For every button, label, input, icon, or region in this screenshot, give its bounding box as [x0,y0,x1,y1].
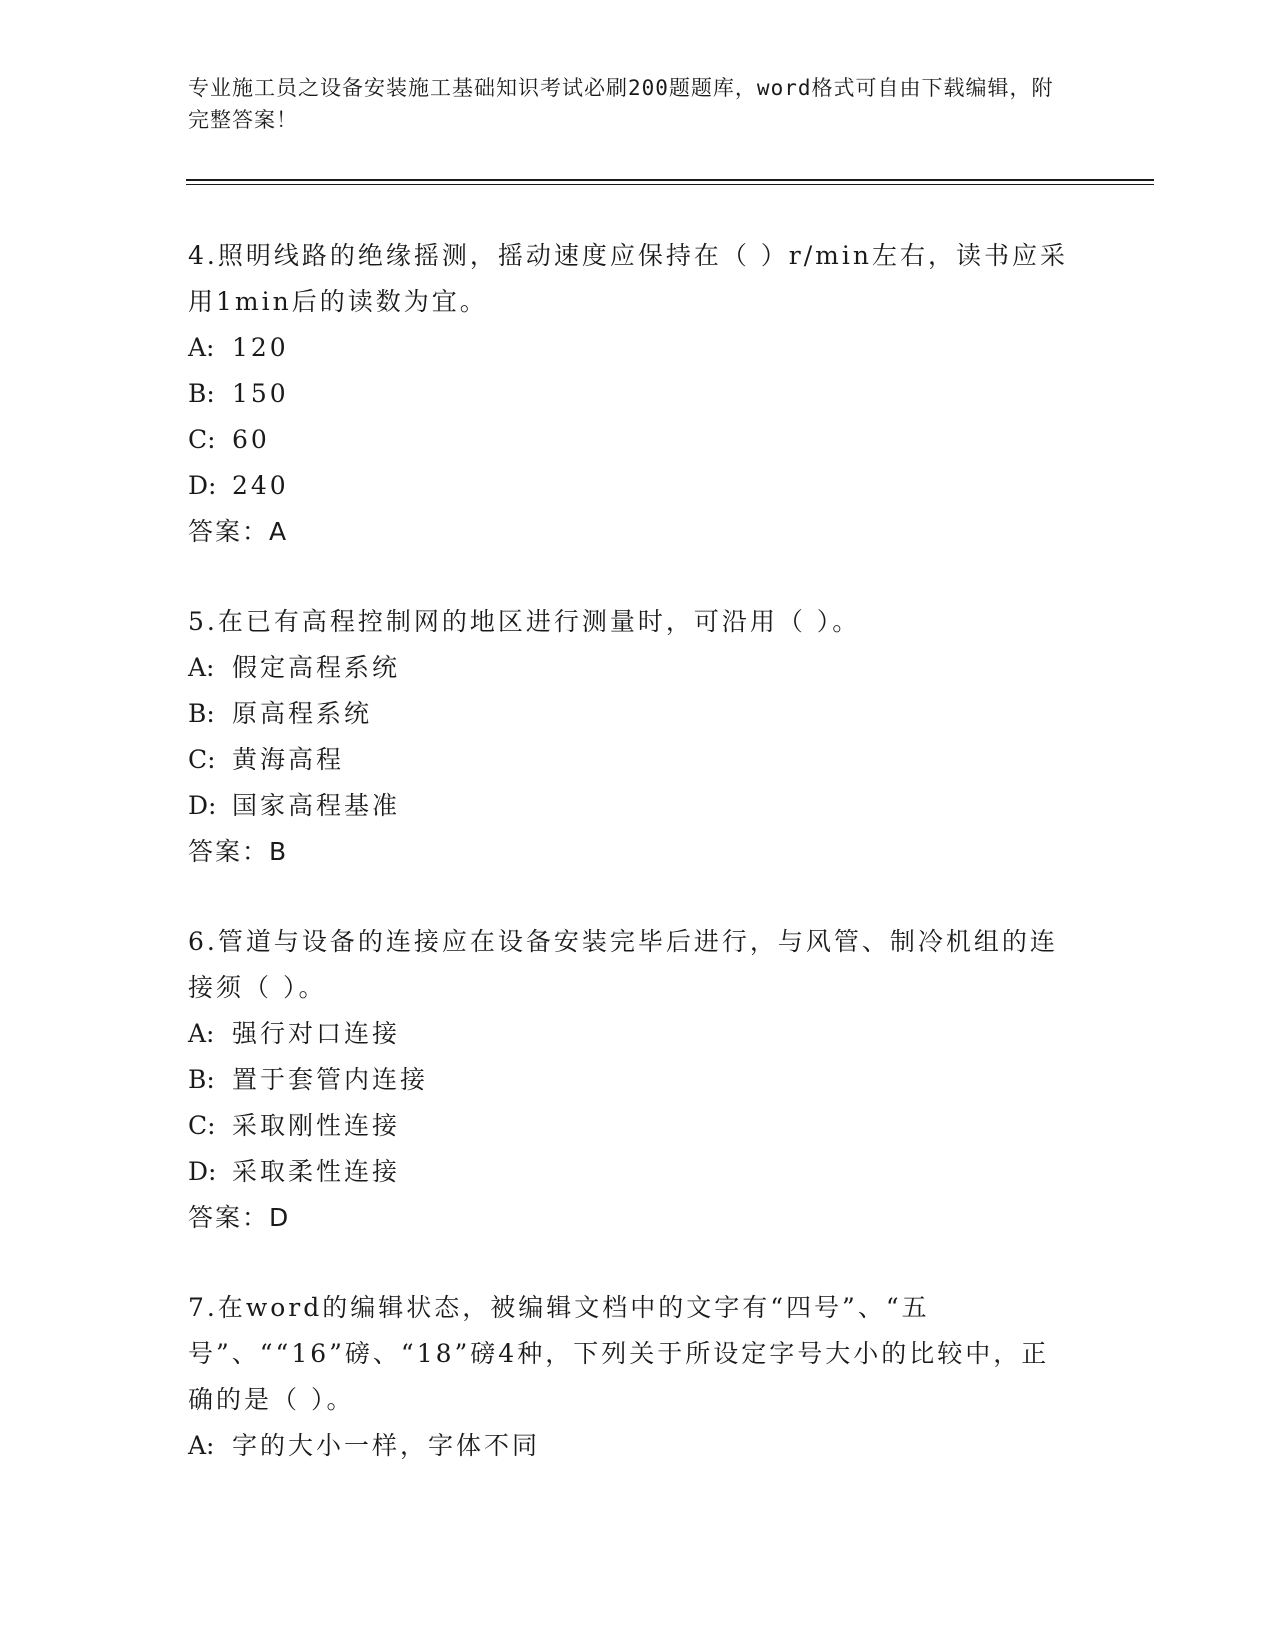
option-b [188,371,1068,417]
header-divider-thin [186,184,1154,185]
question-list [188,233,1068,1513]
option-text: 采取柔性连接 [232,1157,401,1186]
option-label: D: [188,471,217,500]
option-c [188,1103,1068,1149]
option-b [188,1057,1068,1103]
option-d [188,463,1068,509]
option-text: 60 [232,425,270,454]
option-label: D: [188,1157,217,1186]
option-text: 150 [232,379,289,408]
option-label: B: [188,699,215,728]
option-label: C: [188,1111,216,1140]
option-text: 240 [232,471,289,500]
option-a [188,325,1068,371]
question-text: 7.在word的编辑状态，被编辑文档中的文字有“四号”、“五号”、““16”磅、“18”磅4种，下列关于所设定字号大小的比较中，正确的是（ ）。 [188,1293,1050,1414]
option-label: B: [188,379,215,408]
question-text: 5.在已有高程控制网的地区进行测量时，可沿用（ ）。 [188,607,861,636]
question-item [188,599,1068,875]
option-text: 国家高程基准 [232,791,401,820]
option-c [188,737,1068,783]
option-text: 强行对口连接 [232,1019,401,1048]
answer-text: 答案：B [188,837,289,866]
option-text: 字的大小一样，字体不同 [232,1431,541,1460]
document-header: 专业施工员之设备安装施工基础知识考试必刷200题题库，word格式可自由下载编辑，附完整答案！ [188,76,1054,132]
option-label: C: [188,745,216,774]
option-label: D: [188,791,217,820]
option-label: C: [188,425,216,454]
option-a [188,1011,1068,1057]
option-b [188,691,1068,737]
question-item [188,919,1068,1241]
option-d [188,1149,1068,1195]
option-c [188,417,1068,463]
option-a [188,1423,1068,1469]
answer-text: 答案：D [188,1203,291,1232]
option-label: A: [188,1431,215,1460]
option-label: A: [188,653,215,682]
question-text: 4.照明线路的绝缘摇测，摇动速度应保持在（ ）r/min左右，读书应采用1min后的读数为宜。 [188,241,1068,316]
option-text: 置于套管内连接 [232,1065,429,1094]
question-item [188,1285,1068,1469]
option-d [188,783,1068,829]
option-label: A: [188,333,215,362]
option-text: 原高程系统 [232,699,373,728]
question-item [188,233,1068,555]
option-a [188,645,1068,691]
option-label: A: [188,1019,215,1048]
option-text: 黄海高程 [232,745,345,774]
option-text: 假定高程系统 [232,653,401,682]
header-divider [186,179,1154,181]
option-text: 采取刚性连接 [232,1111,401,1140]
answer-text: 答案：A [188,517,289,546]
option-label: B: [188,1065,215,1094]
option-text: 120 [232,333,289,362]
question-text: 6.管道与设备的连接应在设备安装完毕后进行，与风管、制冷机组的连接须（ ）。 [188,927,1058,1002]
